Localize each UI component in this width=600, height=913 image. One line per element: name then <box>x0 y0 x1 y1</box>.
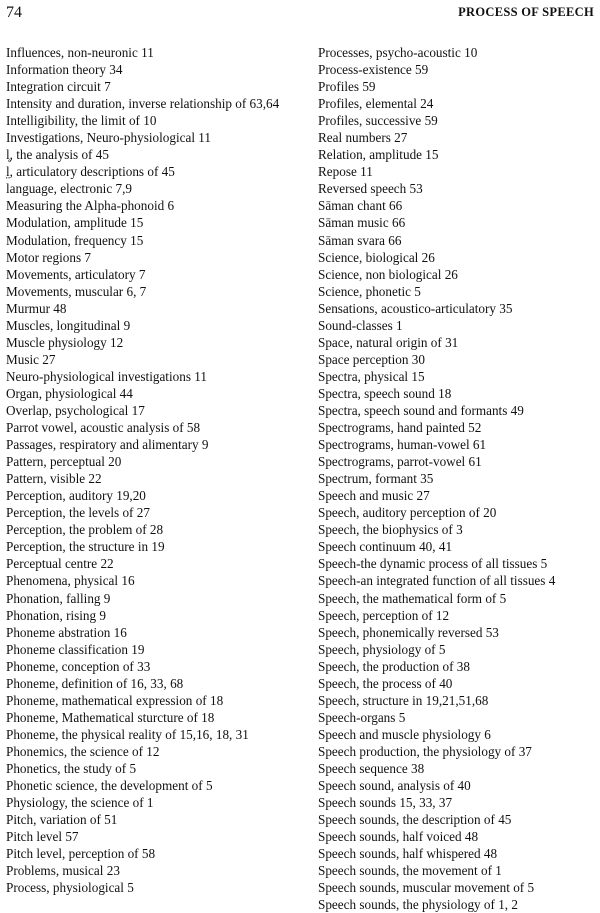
index-entry: l̥, the analysis of 45 <box>6 147 109 163</box>
index-entry: Speech sounds, the movement of 1 <box>318 863 502 879</box>
index-entry: Muscle physiology 12 <box>6 334 124 350</box>
index-entry: Phoneme, mathematical expression of 18 <box>6 692 224 708</box>
index-entry: Sāman svara 66 <box>318 232 402 248</box>
index-entry: Space, natural origin of 31 <box>318 334 459 350</box>
index-entry: Modulation, amplitude 15 <box>6 215 144 231</box>
index-entry: Real numbers 27 <box>318 130 408 146</box>
index-entry: Measuring the Alpha-phonoid 6 <box>6 198 175 214</box>
index-entry: Pitch level, perception of 58 <box>6 846 156 862</box>
index-entry: Speech, the production of 38 <box>318 658 470 674</box>
running-head: PROCESS OF SPEECH <box>458 5 594 19</box>
index-entry: Science, biological 26 <box>318 249 435 265</box>
index-entry: Spectrograms, human-vowel 61 <box>318 437 487 453</box>
index-entry: Repose 11 <box>318 164 373 180</box>
index-entry: Speech sounds, half whispered 48 <box>318 846 498 862</box>
index-entry: Passages, respiratory and alimentary 9 <box>6 437 209 453</box>
index-entry: Spectrograms, hand painted 52 <box>318 420 482 436</box>
index-column-left <box>6 44 288 896</box>
index-entry: Organ, physiological 44 <box>6 385 133 401</box>
index-entry: Speech sounds, the physiology of 1, 2 <box>318 897 518 913</box>
index-entry: Processes, psycho-acoustic 10 <box>318 45 478 60</box>
index-entry: Phoneme abstration 16 <box>6 624 127 640</box>
index-entry: Phonetic science, the development of 5 <box>6 778 213 794</box>
index-entry: Integration circuit 7 <box>6 79 111 95</box>
index-entry: Speech and music 27 <box>318 488 430 504</box>
index-entry: Pitch level 57 <box>6 829 79 845</box>
index-entry: Neuro-physiological investigations 11 <box>6 368 207 384</box>
index-entry: Pattern, perceptual 20 <box>6 454 122 470</box>
index-entry: Spectra, speech sound and formants 49 <box>318 402 524 418</box>
index-entry: Phoneme classification 19 <box>6 641 145 657</box>
index-entry: Speech sound, analysis of 40 <box>318 778 471 794</box>
index-entry: Speech, the process of 40 <box>318 675 453 691</box>
index-entry: Science, phonetic 5 <box>318 283 421 299</box>
index-entry: Phonetics, the study of 5 <box>6 760 137 776</box>
index-entry: Influences, non-neuronic 11 <box>6 45 154 60</box>
index-entry: Speech, auditory perception of 20 <box>318 505 497 521</box>
index-entry: Profiles, elemental 24 <box>318 96 434 112</box>
index-entry: Speech continuum 40, 41 <box>318 539 453 555</box>
page-number: 74 <box>6 4 22 21</box>
index-entry: Speech, perception of 12 <box>318 607 450 623</box>
index-entry: Physiology, the science of 1 <box>6 795 154 811</box>
index-entry: Sound-classes 1 <box>318 317 403 333</box>
index-entry: Speech, structure in 19,21,51,68 <box>318 692 489 708</box>
index-entry: Speech-an integrated function of all tissues 4 <box>318 573 556 589</box>
index-entry: Parrot vowel, acoustic analysis of 58 <box>6 420 201 436</box>
index-entry: Sāman chant 66 <box>318 198 403 214</box>
index-entry: Spectrograms, parrot-vowel 61 <box>318 454 482 470</box>
index-entry: Speech, the biophysics of 3 <box>318 522 463 538</box>
index-entry: Profiles 59 <box>318 79 376 95</box>
index-entry: Reversed speech 53 <box>318 181 423 197</box>
index-entry: Speech sounds, muscular movement of 5 <box>318 880 535 896</box>
index-entry: Perception, the levels of 27 <box>6 505 150 521</box>
index-entry: Sensations, acoustico-articulatory 35 <box>318 300 513 316</box>
index-entry: Process-existence 59 <box>318 62 429 78</box>
index-entry: Sāman music 66 <box>318 215 406 231</box>
index-entry: Relation, amplitude 15 <box>318 147 439 163</box>
index-entry: Speech production, the physiology of 37 <box>318 743 532 759</box>
index-entry: Space perception 30 <box>318 351 425 367</box>
index-entry: Pitch, variation of 51 <box>6 812 118 828</box>
index-entry: Speech, the mathematical form of 5 <box>318 590 507 606</box>
index-entry: Spectrum, formant 35 <box>318 471 434 487</box>
index-column-right <box>318 44 598 913</box>
index-entry: l̤, articulatory descriptions of 45 <box>6 164 175 180</box>
index-entry: Phoneme, the physical reality of 15,16, 18, 31 <box>6 726 249 742</box>
index-entry: Music 27 <box>6 351 56 367</box>
index-entry: Speech and muscle physiology 6 <box>318 726 491 742</box>
index-entry: Movements, muscular 6, 7 <box>6 283 147 299</box>
index-entry: Speech sounds 15, 33, 37 <box>318 795 453 811</box>
index-entry: Intensity and duration, inverse relationship of 63,64 <box>6 96 280 112</box>
index-entry: Phonation, rising 9 <box>6 607 107 623</box>
index-entry: Spectra, speech sound 18 <box>318 385 452 401</box>
index-entry: Motor regions 7 <box>6 249 91 265</box>
index-entry: Overlap, psychological 17 <box>6 402 145 418</box>
index-entry: Phoneme, definition of 16, 33, 68 <box>6 675 184 691</box>
index-entry: Speech, phonemically reversed 53 <box>318 624 499 640</box>
index-entry: Process, physiological 5 <box>6 880 134 896</box>
index-entry: Movements, articulatory 7 <box>6 266 146 282</box>
index-entry: Intelligibility, the limit of 10 <box>6 113 157 129</box>
index-entry: Phonemics, the science of 12 <box>6 743 160 759</box>
index-entry: Perceptual centre 22 <box>6 556 114 572</box>
index-entry: Problems, musical 23 <box>6 863 120 879</box>
index-entry: Speech-organs 5 <box>318 709 406 725</box>
index-entry: Profiles, successive 59 <box>318 113 438 129</box>
index-entry: Speech sounds, half voiced 48 <box>318 829 479 845</box>
index-entry: Phoneme, conception of 33 <box>6 658 151 674</box>
index-entry: Murmur 48 <box>6 300 67 316</box>
index-entry: Perception, the problem of 28 <box>6 522 164 538</box>
index-entry: Phenomena, physical 16 <box>6 573 135 589</box>
index-entry: Perception, the structure in 19 <box>6 539 165 555</box>
index-entry: language, electronic 7,9 <box>6 181 132 197</box>
index-entry: Phoneme, Mathematical sturcture of 18 <box>6 709 215 725</box>
page-header <box>6 4 594 26</box>
index-entry: Muscles, longitudinal 9 <box>6 317 131 333</box>
index-entry: Pattern, visible 22 <box>6 471 102 487</box>
index-entry: Spectra, physical 15 <box>318 368 425 384</box>
index-entry: Modulation, frequency 15 <box>6 232 144 248</box>
index-entry: Phonation, falling 9 <box>6 590 111 606</box>
index-entry: Speech sounds, the description of 45 <box>318 812 512 828</box>
index-entry: Information theory 34 <box>6 62 123 78</box>
index-entry: Science, non biological 26 <box>318 266 458 282</box>
index-entry: Speech, physiology of 5 <box>318 641 446 657</box>
index-entry: Speech sequence 38 <box>318 760 425 776</box>
index-entry: Speech-the dynamic process of all tissues 5 <box>318 556 548 572</box>
index-entry: Perception, auditory 19,20 <box>6 488 146 504</box>
index-entry: Investigations, Neuro-physiological 11 <box>6 130 211 146</box>
